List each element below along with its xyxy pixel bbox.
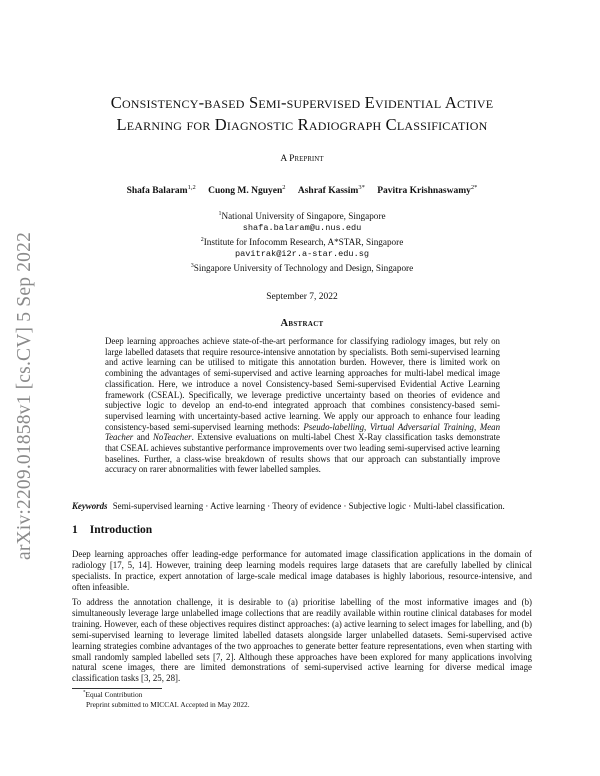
footnote-text: Equal Contribution [85,690,143,699]
keywords-label: Keywords [72,501,108,511]
footnote-2: Preprint submitted to MICCAI. Accepted in May 2022. [86,700,250,709]
keywords [72,501,532,511]
section-title: Introduction [89,524,153,536]
keywords-text: Semi-supervised learning · Active learning · Theory of evidence · Subjective logic · Multi-label classification. [112,501,505,511]
section-heading [72,524,152,536]
separator: and [133,432,154,443]
author-affil-sup: 1,2 [187,184,196,191]
affiliation-3 [72,260,532,274]
method-name: Pseudo-labelling [303,421,365,432]
intro-paragraph-1: Deep learning approaches offer leading-edge performance for automated image classification applications in the domain of radiology [17, 5, 14]. However, training deep learning models requires large datasets that are carefully labelled by clinical specialists. In practice, expert annotation of large-scale medical image databases is highly laborious, resource-intensive, and often infeasible. [72,549,532,592]
author-name: Cuong M. Nguyen [208,186,283,197]
author [208,186,285,196]
paper-date: September 7, 2022 [266,292,338,302]
section-number: 1 [72,524,78,536]
footnote-1 [83,690,142,699]
affiliations [72,208,532,274]
method-name: NoTeacher [153,432,192,443]
title-line-2: Learning for Diagnostic Radiograph Classification [116,115,488,134]
footnote-divider [72,688,162,689]
email-2[interactable]: pavitrak@i2r.a-star.edu.sg [234,249,370,260]
preprint-label: A Preprint [280,154,324,164]
footnote-mark: * [83,690,86,696]
abstract-body [105,336,500,475]
abstract-text: Deep learning approaches achieve state-of-the-art performance for classifying radiology images, but rely on large labelled datasets that require resource-intensive annotation by specialists. Both semi-supervised learning and active learning can be utilised to mitigate this annotation burden. However, there is limited work on combining the advantages of semi-supervised and active learning approaches for multi-label medical image classification. Here, we introduce a novel Consistency-based Semi-supervised Evidential Active Learning framework (CSEAL). Specifically, we leverage predictive uncertainty based on theories of evidence and subjective logic to develop an end-to-end integrated approach that combines consistency-based semi-supervised learning with uncertainty-based active learning. We apply our approach to enhance four leading consistency-based semi-supervised learning methods: [105,336,500,432]
email-1[interactable]: shafa.balaram@u.nus.edu [242,223,362,234]
author-affil-sup: 2 [282,184,286,191]
author-affil-sup: 3* [358,184,365,191]
author-name: Pavitra Krishnaswamy [377,186,471,197]
separator: , [473,421,480,432]
method-name: Virtual Adversarial Training [369,421,474,432]
affiliation-sup: 1 [218,211,222,217]
affiliation-sup: 2 [200,237,204,244]
affiliation-text: National University of Singapore, Singapore [221,211,386,222]
author-affil-sup: 2* [470,184,478,191]
abstract-heading: Abstract [280,318,324,329]
affiliation-sup: 3 [190,263,194,270]
arxiv-stamp: arXiv:2209.01858v1 [cs.CV] 5 Sep 2022 [14,231,35,560]
author-list [72,184,532,196]
method-name: Mean Teacher [105,421,501,443]
affiliation-text: Singapore University of Technology and Design, Singapore [193,263,414,274]
affiliation-2 [72,234,532,248]
abstract-text: . Extensive evaluations on multi-label Chest X-Ray classification tasks demonstrate that CSEAL achieves substantive performance improvements over two leading semi-supervised active learning baselines. Further, a class-wise breakdown of results shows that our approach can substantially improve accuracy on rarer abnormalities with fewer labelled samples. [105,432,500,475]
author [298,186,365,196]
author-name: Shafa Balaram [126,186,188,197]
paper-title [72,92,532,136]
title-line-1: Consistency-based Semi-supervised Evidential Active [110,93,494,112]
separator: , [364,421,370,432]
author [377,186,477,196]
author-name: Ashraf Kassim [297,186,359,197]
affiliation-text: Institute for Infocomm Research, A*STAR, Singapore [203,237,404,248]
author [127,186,196,196]
intro-paragraph-2: To address the annotation challenge, it is desirable to (a) prioritise labelling of the most informative images and (b) simultaneously leverage large unlabelled image collections that are readily available within routine clinical databases for model training. However, each of these objectives requires distinct approaches: (a) active learning to select images for labelling, and (b) semi-supervised learning to leverage limited labelled datasets alongside larger unlabelled datasets. Semi-supervised active learning strategies combine advantages of the two approaches to generate better feature representations, even when starting with small randomly sampled labelled sets [7, 2]. Although these approaches have been explored for many applications involving natural scene images, there are limited demonstrations of semi-supervised active learning for diverse medical image classification tasks [3, 25, 28]. [72,597,532,684]
affiliation-1 [72,208,532,222]
